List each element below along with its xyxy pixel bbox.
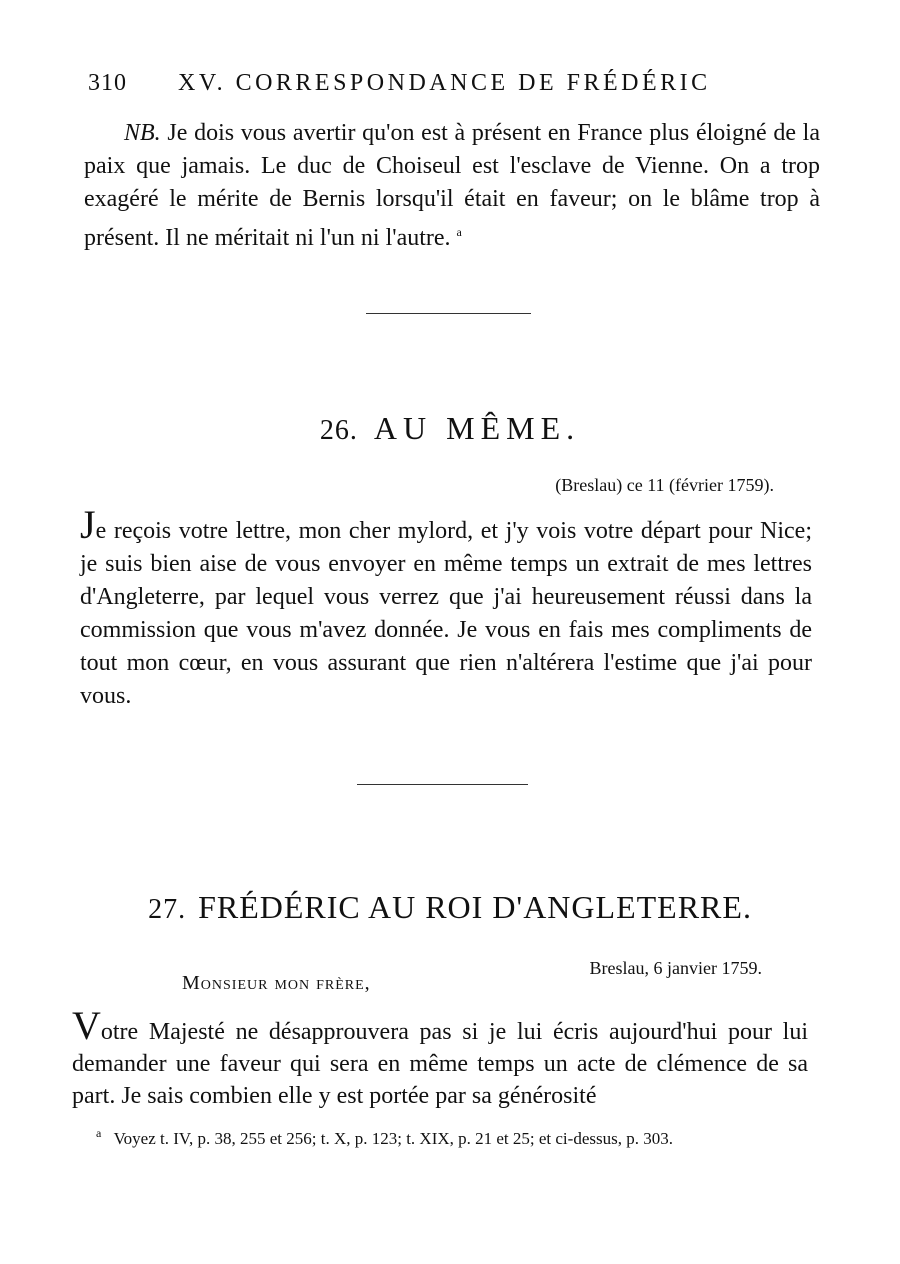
footnote-mark: a (96, 1126, 102, 1140)
footnote-text: Voyez t. IV, p. 38, 255 et 256; t. X, p. 123; t. XIX, p. 21 et 25; et ci-dessus, p. 303. (113, 1128, 673, 1148)
letter-27-title: FRÉDÉRIC AU ROI D'ANGLETERRE. (198, 889, 752, 925)
letter-27-dateline: Breslau, 6 janvier 1759. (589, 958, 762, 978)
letter-27-heading (0, 889, 900, 926)
running-title: XV. CORRESPONDANCE DE FRÉDÉRIC (178, 70, 711, 96)
page-number: 310 (88, 70, 127, 96)
letter-26-initial: J (80, 502, 96, 547)
nb-label: NB. (124, 120, 161, 146)
letter-26-heading (0, 410, 900, 447)
letter-26-number: 26. (319, 415, 358, 446)
letter-27-text: otre Majesté ne désapprouvera pas si je lui écris aujourd'hui pour lui demander une faveur qui sera en même temps un acte de clémence de sa part. Je sais combien elle y est portée par sa générosité (72, 1019, 808, 1109)
section-divider (357, 784, 528, 785)
section-divider (366, 313, 531, 314)
letter-27-initial: V (72, 1003, 101, 1048)
nb-text: Je dois vous avertir qu'on est à présent en France plus éloigné de la paix que jamais. Le duc de Choiseul est l'esclave de Vienne. On a trop exagéré le mérite de Bernis lorsqu'il était en faveur; on le blâme trop à présent. Il ne méritait ni l'un ni l'autre. (84, 120, 820, 251)
nb-paragraph (84, 117, 820, 255)
running-header (88, 70, 768, 104)
letter-26-body (80, 502, 812, 713)
footnote (96, 1126, 796, 1149)
letter-26-title: AU MÊME. (373, 410, 581, 446)
letter-27-number: 27. (148, 894, 187, 925)
footnote-reference: a (456, 225, 462, 239)
letter-26-text: e reçois votre lettre, mon cher mylord, et j'y vois votre départ pour Nice; je suis bien aise de vous envoyer en même temps un extrait de mes lettres d'Angleterre, par lequel vous verrez que j'ai heureusement réussi dans la commission que vous m'avez donnée. Je vous en fais mes compliments de tout mon cœur, en vous assurant que rien n'altérera l'estime que j'ai pour vous. (80, 518, 812, 709)
letter-27-body (72, 1003, 808, 1112)
letter-27-salutation: Monsieur mon frère, (182, 972, 371, 994)
letter-26-dateline: (Breslau) ce 11 (février 1759). (555, 475, 774, 495)
